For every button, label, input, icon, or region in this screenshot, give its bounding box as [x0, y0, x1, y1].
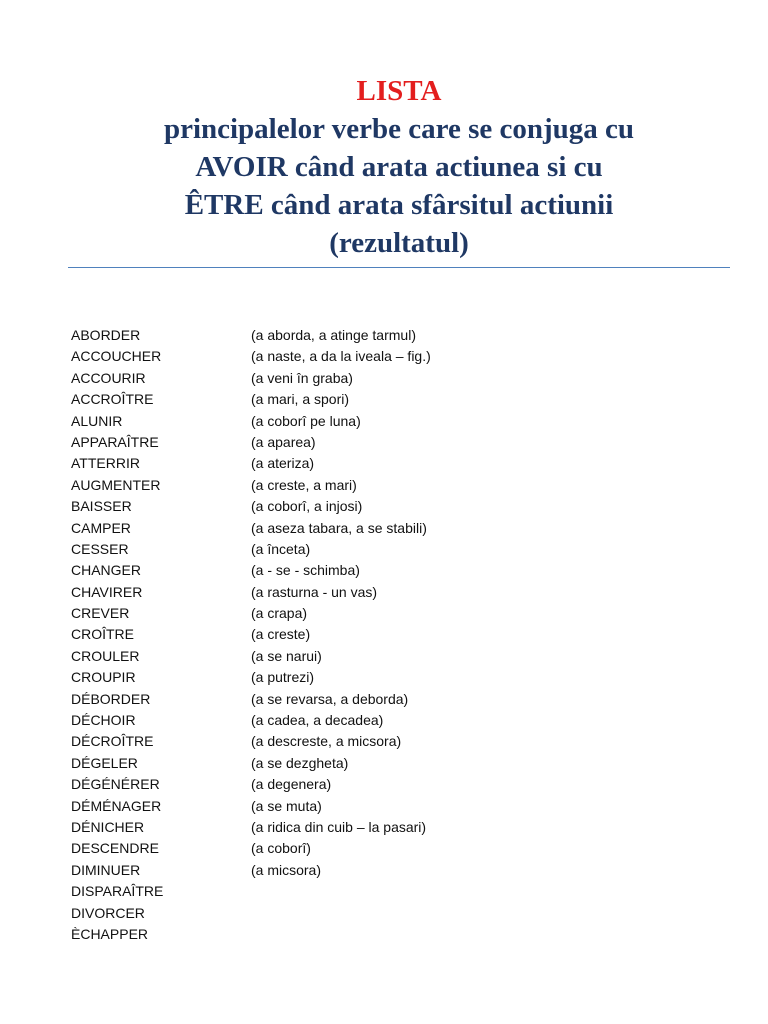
verb-row [71, 411, 721, 432]
verb-text: CESSER [71, 540, 129, 557]
verb-meaning: (a aborda, a atinge tarmul) [251, 327, 416, 343]
verb-row [71, 453, 721, 474]
verb-text: DÉMÉNAGER [71, 797, 162, 814]
verb-text: CHANGER [71, 562, 142, 579]
verb-row [71, 475, 721, 496]
verb-row [71, 774, 721, 795]
verb-text: DÉGELER [71, 754, 138, 771]
verb-text: ÈCHAPPER [71, 925, 149, 942]
verb-meaning: (a degenera) [251, 776, 332, 793]
verb-row [71, 325, 721, 346]
verb-meaning: (a mari, a spori) [251, 391, 350, 408]
verb-row [71, 624, 721, 645]
verb-row [71, 539, 721, 560]
verb-text: CREVER [71, 605, 130, 622]
verb-meaning: (a - se - schimba) [251, 562, 360, 579]
verb-row [71, 924, 721, 945]
verb-meaning: (a crapa) [251, 605, 308, 622]
verb-row [71, 731, 721, 752]
verb-row [71, 496, 721, 517]
verb-meaning: (a veni în graba) [251, 369, 353, 386]
verb-row [71, 838, 721, 859]
document-title [68, 72, 730, 262]
title-heading: LISTA [356, 75, 442, 107]
verb-row [71, 560, 721, 581]
verb-text: CROÎTRE [71, 626, 134, 643]
verb-meaning: (a creste) [251, 626, 311, 643]
verb-text: DÉNICHER [71, 818, 145, 835]
verb-row [71, 389, 721, 410]
verb-meaning: (a se narui) [251, 647, 322, 664]
verb-row [71, 582, 721, 603]
verb-meaning: (a cadea, a decadea) [251, 712, 384, 729]
verb-row [71, 603, 721, 624]
verb-meaning: (a creste, a mari) [251, 476, 357, 493]
verb-row [71, 817, 721, 838]
verb-text: CAMPER [71, 519, 131, 536]
verb-text: DÉBORDER [71, 690, 151, 707]
verb-text: APPARAÎTRE [71, 433, 159, 450]
verb-meaning: (a se revarsa, a deborda) [251, 690, 409, 707]
verb-row [71, 860, 721, 881]
verb-row [71, 368, 721, 389]
verb-row [71, 753, 721, 774]
verb-text: CROUPIR [71, 669, 136, 686]
verb-row [71, 689, 721, 710]
verb-text: DÉCHOIR [71, 712, 136, 729]
verb-list [71, 325, 721, 945]
verb-meaning: (a naste, a da la iveala – fig.) [251, 348, 431, 365]
verb-text: DISPARAÎTRE [71, 883, 164, 900]
verb-text: ACCOURIR [71, 369, 146, 386]
verb-row [71, 903, 721, 924]
verb-row [71, 710, 721, 731]
verb-text: ACCROÎTRE [71, 391, 154, 408]
verb-meaning: (a se dezgheta) [251, 754, 349, 771]
verb-text: DIMINUER [71, 861, 141, 878]
verb-row [71, 432, 721, 453]
verb-row [71, 796, 721, 817]
verb-meaning: (a înceta) [251, 540, 311, 557]
verb-row [71, 346, 721, 367]
verb-text: ALUNIR [71, 412, 123, 429]
verb-meaning: (a rasturna - un vas) [251, 583, 378, 600]
verb-meaning: (a coborî) [251, 840, 311, 857]
verb-meaning: (a ridica din cuib – la pasari) [251, 818, 427, 835]
title-line-2: AVOIR când arata actiunea si cu [195, 151, 603, 183]
verb-meaning: (a aseza tabara, a se stabili) [251, 519, 427, 536]
verb-row [71, 646, 721, 667]
title-line-1: principalelor verbe care se conjuga cu [163, 113, 635, 145]
verb-text: DIVORCER [71, 904, 145, 921]
verb-text: DESCENDRE [71, 840, 159, 857]
title-divider [68, 267, 730, 268]
verb-row [71, 518, 721, 539]
verb-meaning: (a putrezi) [251, 669, 315, 686]
verb-text: DÉGÉNÉRER [71, 776, 160, 793]
verb-text: AUGMENTER [71, 476, 161, 493]
verb-text: ATTERRIR [71, 455, 140, 472]
verb-meaning: (a micsora) [251, 861, 322, 878]
verb-text: ABORDER [71, 327, 141, 343]
verb-meaning: (a descreste, a micsora) [251, 733, 402, 750]
verb-meaning: (a se muta) [251, 797, 322, 814]
title-line-4: (rezultatul) [329, 227, 469, 259]
verb-text: CHAVIRER [71, 583, 143, 600]
title-line-3: ÊTRE când arata sfârsitul actiunii [184, 189, 614, 221]
verb-row [71, 881, 721, 902]
verb-meaning: (a coborî, a injosi) [251, 498, 363, 515]
verb-text: DÉCROÎTRE [71, 733, 154, 750]
verb-meaning: (a ateriza) [251, 455, 315, 472]
verb-row [71, 667, 721, 688]
verb-text: ACCOUCHER [71, 348, 162, 365]
verb-meaning: (a coborî pe luna) [251, 412, 361, 429]
verb-text: BAISSER [71, 498, 132, 515]
verb-text: CROULER [71, 647, 140, 664]
verb-meaning: (a aparea) [251, 433, 316, 450]
